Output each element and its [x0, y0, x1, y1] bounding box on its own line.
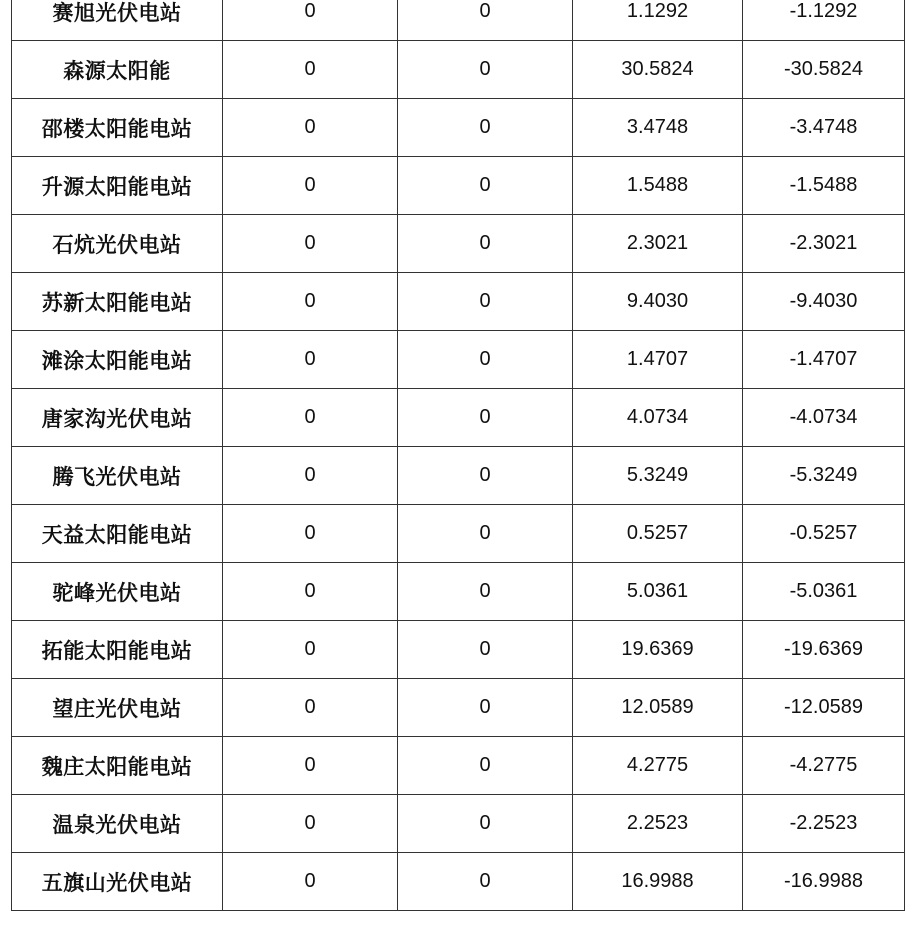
value-cell-col5: -4.2775	[743, 737, 905, 795]
table-row	[12, 389, 905, 447]
value-cell-col3: 0	[398, 795, 573, 853]
station-name-cell: 腾飞光伏电站	[12, 447, 223, 505]
value-cell-col2: 0	[223, 215, 398, 273]
value-cell-col3: 0	[398, 215, 573, 273]
table-row	[12, 331, 905, 389]
value-cell-col5: -5.0361	[743, 563, 905, 621]
station-name-cell: 赛旭光伏电站	[12, 0, 223, 41]
value-cell-col2: 0	[223, 505, 398, 563]
station-name-cell: 望庄光伏电站	[12, 679, 223, 737]
value-cell-col4: 12.0589	[573, 679, 743, 737]
value-cell-col5: -30.5824	[743, 41, 905, 99]
value-cell-col2: 0	[223, 331, 398, 389]
station-name-cell: 唐家沟光伏电站	[12, 389, 223, 447]
station-name-cell: 升源太阳能电站	[12, 157, 223, 215]
table-row	[12, 99, 905, 157]
value-cell-col3: 0	[398, 0, 573, 41]
value-cell-col3: 0	[398, 563, 573, 621]
value-cell-col5: -12.0589	[743, 679, 905, 737]
table-row	[12, 41, 905, 99]
value-cell-col4: 16.9988	[573, 853, 743, 911]
value-cell-col2: 0	[223, 41, 398, 99]
station-name-cell: 滩涂太阳能电站	[12, 331, 223, 389]
value-cell-col3: 0	[398, 679, 573, 737]
table-row	[12, 447, 905, 505]
value-cell-col5: -9.4030	[743, 273, 905, 331]
value-cell-col5: -19.6369	[743, 621, 905, 679]
value-cell-col2: 0	[223, 157, 398, 215]
value-cell-col4: 9.4030	[573, 273, 743, 331]
station-name-cell: 森源太阳能	[12, 41, 223, 99]
table-row	[12, 273, 905, 331]
station-name-cell: 拓能太阳能电站	[12, 621, 223, 679]
value-cell-col4: 4.2775	[573, 737, 743, 795]
value-cell-col2: 0	[223, 621, 398, 679]
value-cell-col2: 0	[223, 99, 398, 157]
table-row	[12, 679, 905, 737]
value-cell-col2: 0	[223, 563, 398, 621]
value-cell-col3: 0	[398, 41, 573, 99]
table-row	[12, 853, 905, 911]
value-cell-col5: -1.1292	[743, 0, 905, 41]
station-data-table	[11, 0, 905, 911]
value-cell-col3: 0	[398, 273, 573, 331]
value-cell-col5: -2.2523	[743, 795, 905, 853]
station-name-cell: 苏新太阳能电站	[12, 273, 223, 331]
value-cell-col5: -1.4707	[743, 331, 905, 389]
value-cell-col4: 30.5824	[573, 41, 743, 99]
value-cell-col5: -16.9988	[743, 853, 905, 911]
table-row	[12, 0, 905, 41]
value-cell-col4: 4.0734	[573, 389, 743, 447]
value-cell-col4: 1.4707	[573, 331, 743, 389]
station-name-cell: 温泉光伏电站	[12, 795, 223, 853]
value-cell-col3: 0	[398, 331, 573, 389]
value-cell-col4: 19.6369	[573, 621, 743, 679]
station-name-cell: 天益太阳能电站	[12, 505, 223, 563]
value-cell-col3: 0	[398, 737, 573, 795]
table-body	[12, 0, 905, 911]
station-name-cell: 魏庄太阳能电站	[12, 737, 223, 795]
value-cell-col3: 0	[398, 853, 573, 911]
table-row	[12, 157, 905, 215]
value-cell-col5: -2.3021	[743, 215, 905, 273]
value-cell-col5: -4.0734	[743, 389, 905, 447]
value-cell-col3: 0	[398, 505, 573, 563]
value-cell-col2: 0	[223, 853, 398, 911]
value-cell-col5: -1.5488	[743, 157, 905, 215]
value-cell-col5: -3.4748	[743, 99, 905, 157]
value-cell-col2: 0	[223, 273, 398, 331]
value-cell-col4: 1.1292	[573, 0, 743, 41]
value-cell-col2: 0	[223, 737, 398, 795]
value-cell-col3: 0	[398, 99, 573, 157]
station-name-cell: 邵楼太阳能电站	[12, 99, 223, 157]
value-cell-col2: 0	[223, 447, 398, 505]
value-cell-col4: 0.5257	[573, 505, 743, 563]
station-name-cell: 驼峰光伏电站	[12, 563, 223, 621]
value-cell-col2: 0	[223, 0, 398, 41]
table-row	[12, 563, 905, 621]
value-cell-col4: 3.4748	[573, 99, 743, 157]
value-cell-col4: 5.0361	[573, 563, 743, 621]
value-cell-col3: 0	[398, 447, 573, 505]
value-cell-col4: 5.3249	[573, 447, 743, 505]
value-cell-col5: -0.5257	[743, 505, 905, 563]
station-name-cell: 石炕光伏电站	[12, 215, 223, 273]
station-name-cell: 五旗山光伏电站	[12, 853, 223, 911]
value-cell-col4: 1.5488	[573, 157, 743, 215]
value-cell-col2: 0	[223, 389, 398, 447]
value-cell-col3: 0	[398, 621, 573, 679]
value-cell-col4: 2.3021	[573, 215, 743, 273]
table-row	[12, 621, 905, 679]
table-row	[12, 737, 905, 795]
value-cell-col4: 2.2523	[573, 795, 743, 853]
value-cell-col2: 0	[223, 679, 398, 737]
table-row	[12, 795, 905, 853]
value-cell-col3: 0	[398, 389, 573, 447]
table-row	[12, 215, 905, 273]
value-cell-col2: 0	[223, 795, 398, 853]
value-cell-col5: -5.3249	[743, 447, 905, 505]
table-row	[12, 505, 905, 563]
value-cell-col3: 0	[398, 157, 573, 215]
